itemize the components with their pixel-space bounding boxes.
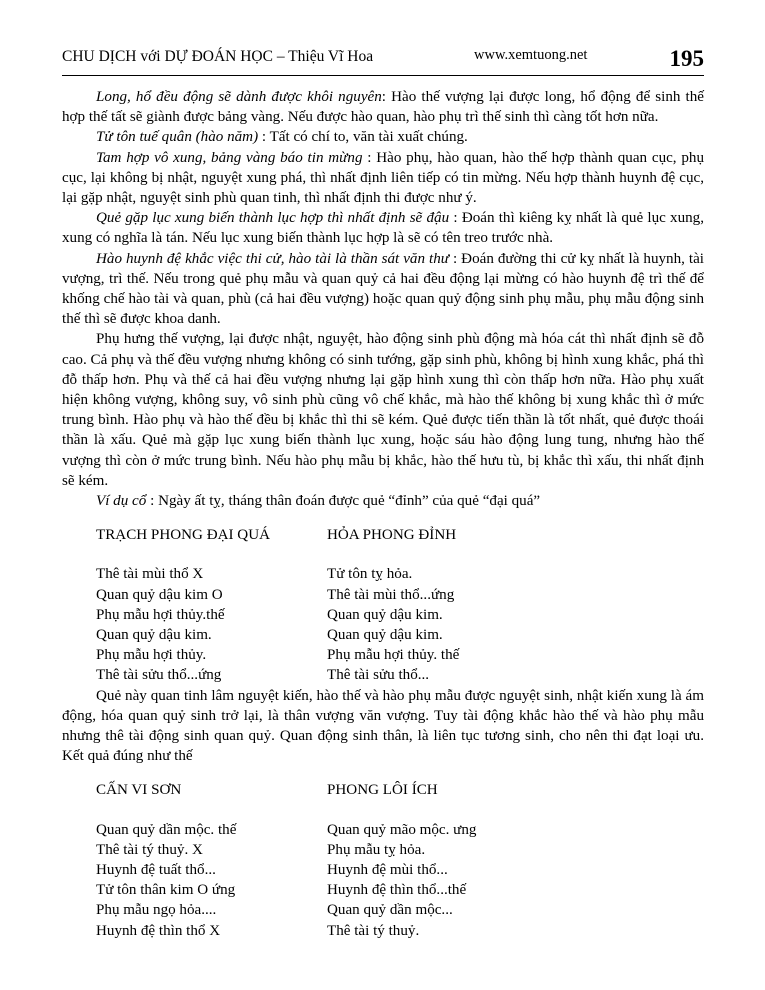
hexagram-line xyxy=(62,564,704,584)
hexagram-title-right: PHONG LÔI ÍCH xyxy=(327,782,438,799)
hexagram-line-left: Phụ mẫu ngọ hỏa.... xyxy=(96,902,217,919)
header-website[interactable]: www.xemtuong.net xyxy=(474,47,588,63)
paragraph-lead: Long, hổ đều động sẽ dành được khôi nguyên xyxy=(96,89,382,105)
paragraph xyxy=(62,329,704,491)
hexagram-title-right: HỎA PHONG ĐỈNH xyxy=(327,527,457,544)
hexagram-line-left: Thê tài sửu thổ...ứng xyxy=(96,667,222,684)
paragraph xyxy=(62,491,704,511)
hexagram-line xyxy=(62,880,704,900)
hexagram-line xyxy=(62,820,704,840)
hexagram-line-left: Phụ mẫu hợi thủy.thế xyxy=(96,606,225,623)
paragraph xyxy=(62,127,704,147)
paragraph-separator: : xyxy=(449,210,462,227)
hexagram-line xyxy=(62,921,704,941)
paragraph-lead: Quẻ gặp lục xung biến thành lục hợp thì nhất định sẽ đậu xyxy=(96,210,450,227)
hexagram-line-right: Thê tài mùi thổ...ứng xyxy=(327,586,455,603)
paragraph-text: Phụ hưng thế vượng, lại được nhật, nguyệt, hào động sinh phù động mà hóa cát thì nhất định sẽ đỗ cao. Cả phụ và thế đều vượng nhưng không có sinh tướng, gặp sinh phù, không bị hình xung khắc, phá thì đỗ thấp hơn. Phụ và thế cả hai đều vượng nhưng lại gặp hình xung thì còn thấp hơn nữa. Hào phụ xuất hiện không vượng, không suy, vô sinh phù cũng vô chế khắc, mà hào thế không bị xung khắc thì ở mức trung bình. Hào phụ và hào thế đều bị khắc thì thi sẽ kém. Quẻ được tiến thần là tốt nhất, quẻ được thoái thần là xấu. Quẻ mà gặp lục xung biến thành lục xung, hoặc sáu hào động lung tung, nhưng hào thế vượng thì còn ở mức trung bình. Nếu hào phụ mẫu bị khắc, hào thế hưu tù, bị khắc thì xấu, thi nhất định sẽ kém. xyxy=(62,331,704,489)
paragraph-lead: Ví dụ cổ xyxy=(96,493,147,510)
paragraph-lead: Tử tôn tuế quân (hào năm) xyxy=(96,129,259,146)
hexagram-line-right: Quan quỷ dậu kim. xyxy=(327,627,443,644)
paragraph xyxy=(62,148,704,209)
paragraph-separator: : xyxy=(381,89,392,105)
hexagram-line xyxy=(62,605,704,625)
page-number: 195 xyxy=(669,46,704,71)
hexagram-line-left: Quan quỷ dậu kim. xyxy=(96,627,212,644)
hexagram-line-left: Quan quỷ dậu kim O xyxy=(96,586,223,603)
paragraph-text: Tất có chí to, văn tài xuất chúng. xyxy=(269,129,468,146)
paragraph-separator: : xyxy=(448,250,462,267)
header-rule xyxy=(62,75,704,76)
hexagram-line xyxy=(62,625,704,645)
paragraph-text: Quẻ này quan tinh lâm nguyệt kiến, hào thế và hào phụ mẫu được nguyệt sinh, nhật kiến xung là ám động, hóa quan quỷ sinh trở lại, là thân vượng văn vượng. Tuy tài động khắc hào thế và hào phụ mẫu nhưng thê tài động sinh quan quỷ. Quan động sinh thân, là liên tục tương sinh, cho nên thi đạt loại ưu. Kết quả đúng như thế xyxy=(62,687,704,765)
paragraph-separator: : xyxy=(258,129,270,146)
paragraph xyxy=(62,249,704,330)
book-page xyxy=(62,0,705,939)
paragraph-text: Ngày ất tỵ, tháng thân đoán được quẻ “đỉnh” của quẻ “đại quá” xyxy=(158,493,541,510)
hexagram-line-right: Huynh đệ thìn thổ...thế xyxy=(327,882,467,899)
hexagram-line-right: Thê tài sửu thổ... xyxy=(327,667,430,684)
hexagram-line-right: Quan quỷ mão mộc. ưng xyxy=(327,821,477,838)
paragraph-separator: : xyxy=(146,493,159,510)
hexagram-line-left: Huynh đệ tuất thổ... xyxy=(96,861,216,878)
hexagram-line xyxy=(62,665,704,685)
hexagram-titles xyxy=(62,780,704,800)
hexagram-line-right: Tử tôn tỵ hỏa. xyxy=(327,566,413,583)
paragraph-lead: Hào huynh đệ khắc việc thi cử, hào tài là thần sát văn thư xyxy=(96,250,449,267)
hexagram-line xyxy=(62,645,704,665)
hexagram-line-right: Quan quỷ dậu kim. xyxy=(327,606,443,623)
hexagram-line xyxy=(62,900,704,920)
hexagram-example-2 xyxy=(62,780,704,940)
hexagram-title-left: TRẠCH PHONG ĐẠI QUÁ xyxy=(96,527,270,544)
page-header xyxy=(62,0,704,78)
hexagram-example-1 xyxy=(62,525,704,685)
hexagram-title-left: CẤN VI SƠN xyxy=(96,782,182,799)
paragraph xyxy=(62,208,704,248)
page-body xyxy=(62,87,704,941)
hexagram-line-left: Thê tài mùi thổ X xyxy=(96,566,204,583)
hexagram-line-right: Huynh đệ mùi thổ... xyxy=(327,861,448,878)
hexagram-line-left: Quan quỷ dần mộc. thế xyxy=(96,821,237,838)
hexagram-line-left: Huynh đệ thìn thổ X xyxy=(96,922,221,939)
hexagram-line xyxy=(62,860,704,880)
hexagram-line-right: Quan quỷ dần mộc... xyxy=(327,902,453,919)
paragraph xyxy=(62,87,704,127)
paragraph-separator: : xyxy=(362,149,377,166)
header-title: CHU DỊCH với DỰ ĐOÁN HỌC – Thiệu Vĩ Hoa xyxy=(62,48,374,65)
hexagram-line-left: Tử tôn thân kim O ứng xyxy=(96,882,236,899)
paragraph-text: Đoán thì kiêng kỵ nhất là quẻ lục xung, xung có nghĩa là tán. Nếu lục xung biến thành lục hợp là sẽ có tên treo trước nhà. xyxy=(62,210,705,247)
hexagram-line-right: Phụ mẫu tỵ hỏa. xyxy=(327,841,426,858)
hexagram-line-right: Thê tài tý thuỷ. xyxy=(327,922,420,939)
paragraph-text: Đoán đường thi cử kỵ nhất là huynh, tài vượng, trì thế. Nếu trong quẻ phụ mẫu và quan quỷ cả hai đều động lại mừng có hào huynh đệ trì thế để khống chế hào tài và quan, phù (cả hai đều vượng) hoặc quan quỷ động sinh phụ mẫu, phụ mẫu động sinh thế thì sẽ được khoa danh. xyxy=(62,250,704,328)
paragraph-text: Hào thế vượng lại được long, hổ động để sinh thế hợp thế tất sẽ giành được bảng vàng. Nếu được hào quan, hào phụ trì thế sinh thì càng tốt hơn nữa. xyxy=(62,89,705,126)
hexagram-line-right: Phụ mẫu hợi thủy. thế xyxy=(327,647,460,664)
hexagram-line-left: Thê tài tý thuỷ. X xyxy=(96,841,203,858)
paragraph xyxy=(62,686,704,767)
paragraph-text: Hào phụ, hào quan, hào thế hợp thành quan cục, phụ cục, lại không bị nhật, nguyệt xung phá, thì nhất định liên tiếp có tin mừng. Nếu hợp thành huynh đệ cục, lại gặp nhật, nguyệt sinh phù quan tinh, thì nhất định thi được như ý. xyxy=(62,149,705,207)
hexagram-line xyxy=(62,585,704,605)
hexagram-line xyxy=(62,840,704,860)
paragraph-lead: Tam hợp vô xung, bảng vàng báo tin mừng xyxy=(96,149,363,166)
hexagram-line-left: Phụ mẫu hợi thủy. xyxy=(96,647,207,664)
hexagram-titles xyxy=(62,525,704,545)
